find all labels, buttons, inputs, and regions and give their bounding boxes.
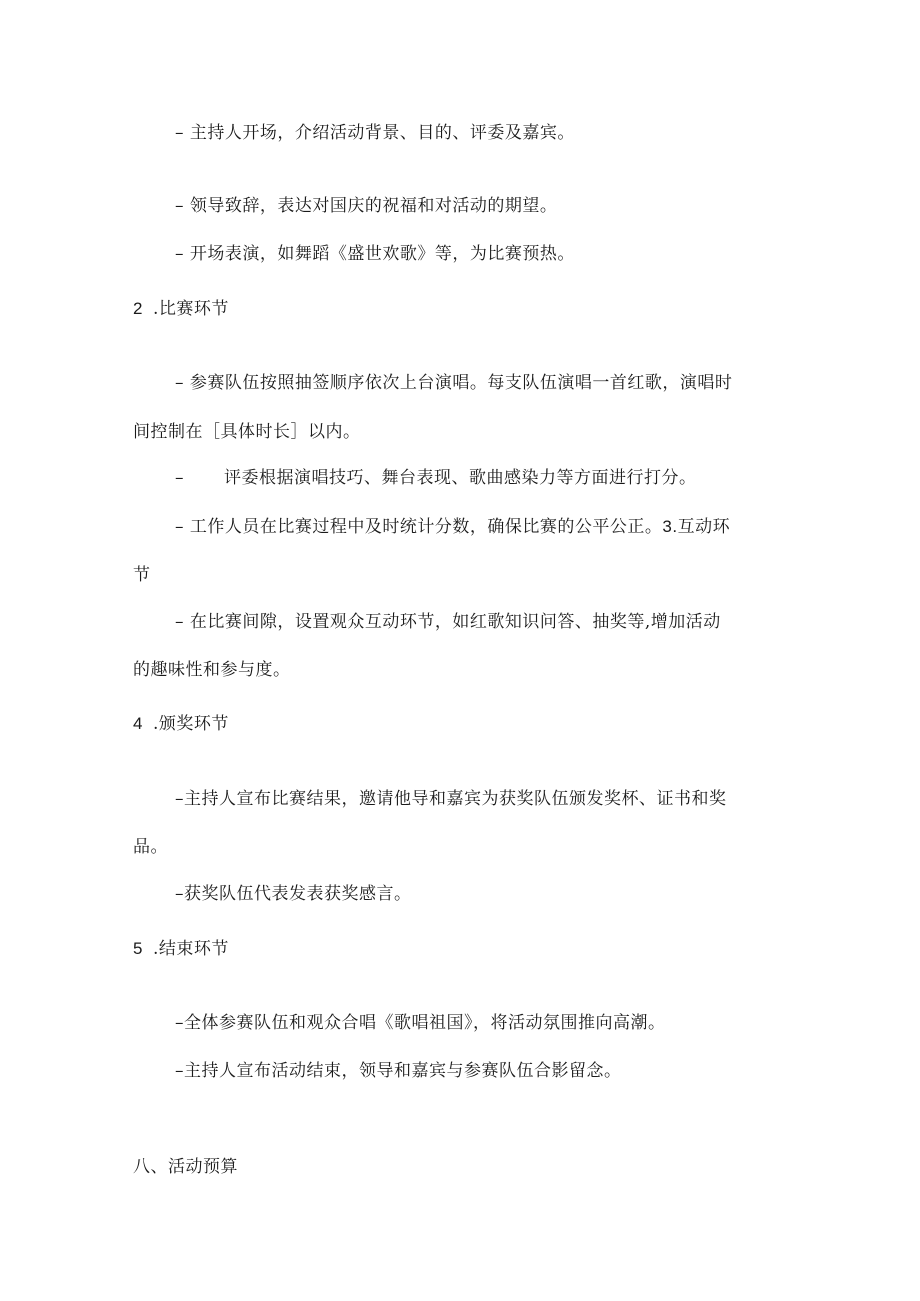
competition-item-scoring-text: – 工作人员在比赛过程中及时统计分数，确保比赛的公平公正。 — [175, 517, 663, 537]
section-heading-closing — [133, 937, 229, 961]
section-title: .颁奖环节 — [152, 714, 229, 734]
section-title: .结束环节 — [152, 939, 229, 959]
section-number: 2 — [133, 299, 143, 318]
closing-item-chorus: –全体参赛队伍和观众合唱《歌唱祖国》，将活动氛围推向高潮。 — [175, 1013, 666, 1033]
list-dash: – — [175, 468, 184, 488]
section-title-interaction-part1: 互动环 — [677, 517, 731, 537]
opening-item-performance: – 开场表演，如舞蹈《盛世欢歌》等，为比赛预热。 — [175, 244, 575, 264]
section-heading-awards — [133, 712, 229, 736]
competition-item-judges-text: 评委根据演唱技巧、舞台表现、歌曲感染力等方面进行打分。 — [224, 468, 697, 488]
interaction-item-line1: – 在比赛间隙，设置观众互动环节，如红歌知识问答、抽奖等,增加活动 — [175, 612, 721, 632]
awards-item-announce-line1: –主持人宣布比赛结果，邀请他导和嘉宾为获奖队伍颁发奖杯、证书和奖 — [175, 789, 727, 809]
awards-item-announce-line2: 品。 — [133, 837, 168, 857]
closing-item-photo: –主持人宣布活动结束，领导和嘉宾与参赛队伍合影留念。 — [175, 1061, 622, 1081]
section-heading-competition — [133, 297, 229, 321]
section-heading-budget: 八、活动预算 — [133, 1157, 238, 1177]
section-title-interaction-part2: 节 — [133, 565, 151, 585]
section-number: 5 — [133, 939, 143, 958]
section-title: .比赛环节 — [152, 299, 229, 319]
interaction-item-line2: 的趣味性和参与度。 — [133, 660, 291, 680]
competition-item-judges — [175, 466, 697, 490]
awards-item-speech: –获奖队伍代表发表获奖感言。 — [175, 884, 412, 904]
competition-item-scoring — [175, 515, 730, 539]
competition-item-order-line2: 间控制在［具体时长］以内。 — [133, 422, 361, 442]
competition-item-order-line1: – 参赛队伍按照抽签顺序依次上台演唱。每支队伍演唱一首红歌，演唱时 — [175, 373, 733, 393]
section-number-interaction: 3. — [662, 517, 678, 536]
section-number: 4 — [133, 714, 143, 733]
opening-item-host: – 主持人开场，介绍活动背景、目的、评委及嘉宾。 — [175, 123, 575, 143]
opening-item-leader-speech: – 领导致辞，表达对国庆的祝福和对活动的期望。 — [175, 196, 558, 216]
